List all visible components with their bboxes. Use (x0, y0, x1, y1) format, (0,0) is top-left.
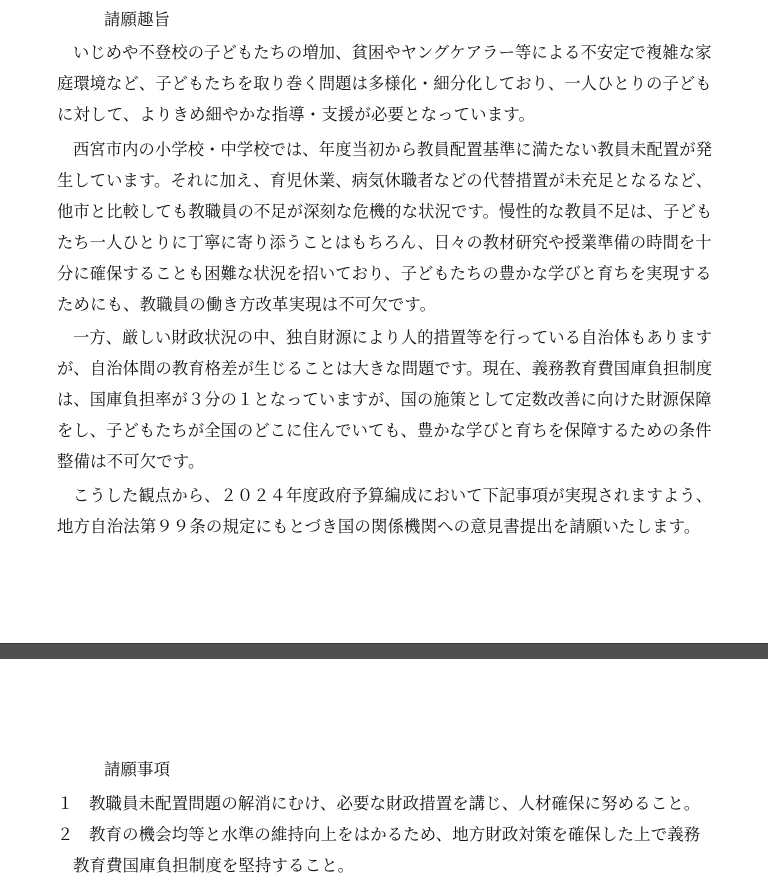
paragraph-line: は、国庫負担率が３分の１となっていますが、国の施策として定数改善に向けた財源保障 (57, 390, 712, 409)
paragraph-line: いじめや不登校の子どもたちの増加、貧困やヤングケアラー等による不安定で複雑な家 (73, 43, 712, 62)
request-item-continuation: 教育費国庫負担制度を堅持すること。 (73, 856, 355, 875)
paragraph-line: 地方自治法第９９条の規定にもとづき国の関係機関への意見書提出を請願いたします。 (57, 517, 701, 536)
document-page-2 (0, 659, 768, 894)
paragraph-line: 整備は不可欠です。 (57, 452, 205, 471)
item-number: １ (57, 794, 74, 813)
request-item-text: 教育の機会均等と水準の維持向上をはかるため、地方財政対策を確保した上で義務 (89, 825, 701, 844)
paragraph-line: 生しています。それに加え、育児休業、病気休職者などの代替措置が未充足となるなど、 (57, 171, 713, 190)
request-item-text: 教職員未配置問題の解消にむけ、必要な財政措置を講じ、人材確保に努めること。 (89, 794, 701, 813)
page-separator (0, 643, 768, 660)
paragraph-line: が、自治体間の教育格差が生じることは大きな問題です。現在、義務教育費国庫負担制度 (57, 359, 713, 378)
paragraph-line: 一方、厳しい財政状況の中、独自財源により人的措置等を行っている自治体もあります (73, 328, 713, 347)
paragraph-line: 他市と比較しても教職員の不足が深刻な危機的な状況です。慢性的な教員不足は、子ども (57, 202, 713, 221)
paragraph-line: 西宮市内の小学校・中学校では、年度当初から教員配置基準に満たない教員未配置が発 (73, 140, 713, 159)
paragraph-line: 分に確保することも困難な状況を招いており、子どもたちの豊かな学びと育ちを実現する (57, 264, 712, 283)
paragraph-line: ためにも、教職員の働き方改革実現は不可欠です。 (57, 295, 437, 314)
paragraph-line: 庭環境など、子どもたちを取り巻く問題は多様化・細分化しており、一人ひとりの子ども (57, 74, 712, 93)
section-heading-requests: 請願事項 (104, 760, 171, 779)
paragraph-line: をし、子どもたちが全国のどこに住んでいても、豊かな学びと育ちを保障するための条件 (57, 421, 712, 440)
paragraph-line: こうした観点から、２０２４年度政府予算編成において下記事項が実現されますよう、 (73, 486, 713, 505)
paragraph-line: たち一人ひとりに丁寧に寄り添うことはもちろん、日々の教材研究や授業準備の時間を十 (57, 233, 712, 252)
paragraph-line: に対して、よりきめ細やかな指導・支援が必要となっています。 (57, 105, 536, 124)
item-number: ２ (57, 825, 74, 844)
section-heading-purpose: 請願趣旨 (104, 10, 171, 29)
